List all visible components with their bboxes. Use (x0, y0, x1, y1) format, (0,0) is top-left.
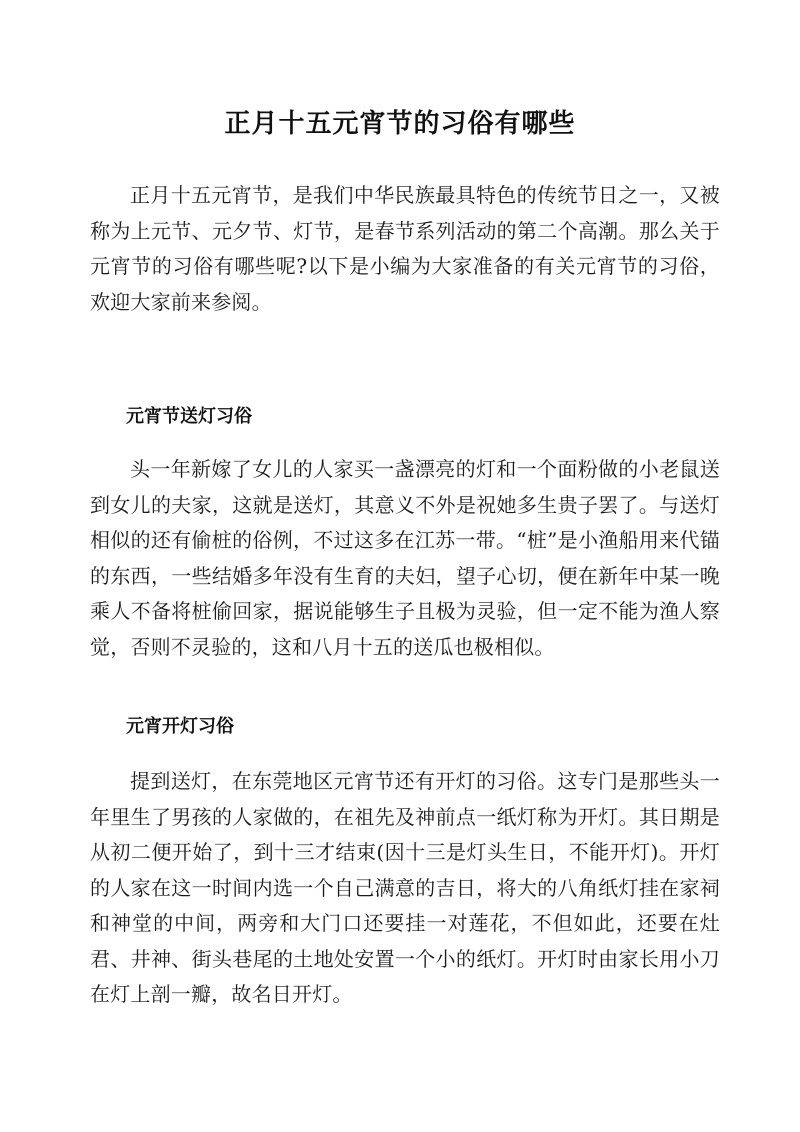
section-heading-lantern-lighting: 元宵开灯习俗 (126, 716, 234, 737)
page-title: 正月十五元宵节的习俗有哪些 (224, 109, 576, 139)
section-body-lantern-gifting: 头一年新嫁了女儿的人家买一盏漂亮的灯和一个面粉做的小老鼠送到女儿的夫家，这就是送灯，其意义不外是祝她多生贵子罢了。与送灯相似的还有偷桩的俗例，不过这多在江苏一带。“桩”是小渔船用来代锚的东西，一些结婚多年没有生育的夫妇，望子心切，便在新年中某一晚乘人不备将桩偷回家，据说能够生子且极为灵验，但一定不能为渔人察觉，否则不灵验的，这和八月十五的送瓜也极相似。 (90, 457, 720, 659)
intro-paragraph: 正月十五元宵节，是我们中华民族最具特色的传统节日之一，又被称为上元节、元夕节、灯节，是春节系列活动的第二个高潮。那么关于元宵节的习俗有哪些呢?以下是小编为大家准备的有关元宵节的习俗，欢迎大家前来参阅。 (90, 183, 720, 314)
section-body-lantern-lighting: 提到送灯，在东莞地区元宵节还有开灯的习俗。这专门是那些头一年里生了男孩的人家做的，在祖先及神前点一纸灯称为开灯。其日期是从初二便开始了，到十三才结束(因十三是灯头生日，不能开灯)。开灯的人家在这一时间内选一个自己满意的吉日，将大的八角纸灯挂在家祠和神堂的中间，两旁和大门口还要挂一对莲花，不但如此，还要在灶君、井神、街头巷尾的土地处安置一个小的纸灯。开灯时由家长用小刀在灯上剖一瓣，故名日开灯。 (90, 769, 720, 1006)
section-heading-lantern-gifting: 元宵节送灯习俗 (126, 406, 252, 427)
